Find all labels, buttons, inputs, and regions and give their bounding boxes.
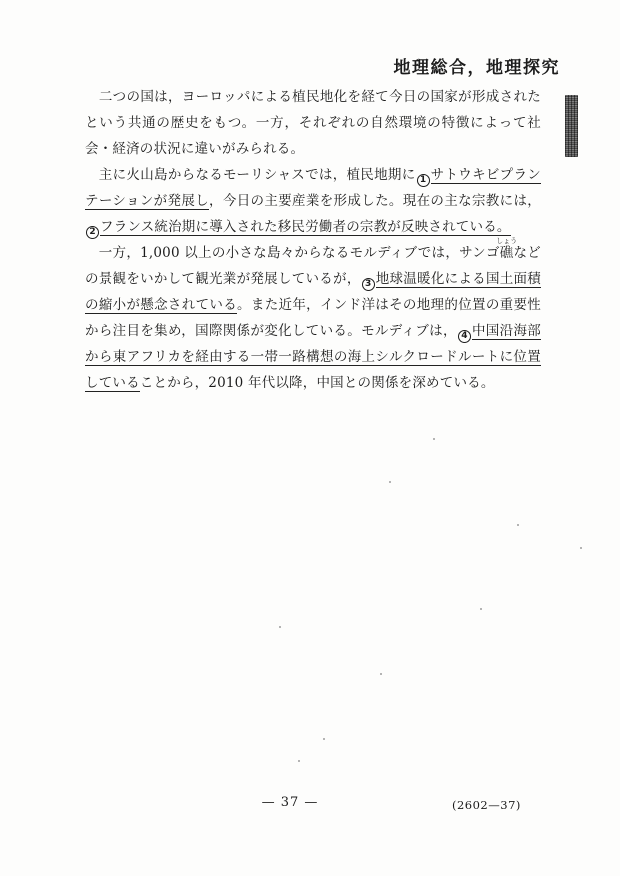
paragraph xyxy=(85,162,541,240)
paragraph xyxy=(85,84,541,162)
underlined-text: 中国沿海部から東アフリカを経由する一帯一路構想の海上シルクロードルートに位置している xyxy=(85,323,542,391)
ruby-annotated-text: 礁 しょう xyxy=(496,237,518,261)
scan-binding-mark xyxy=(565,95,578,157)
text-run: などの景観をいかして観光業が発展しているが， xyxy=(85,245,541,287)
circled-number: 4 xyxy=(458,330,471,343)
scan-speck xyxy=(298,760,300,762)
scan-speck xyxy=(279,626,281,628)
circled-number: 1 xyxy=(417,174,430,187)
text-run: 一方，1,000 以上の小さな島々からなるモルディブでは，サンゴ xyxy=(85,245,500,261)
scan-speck xyxy=(380,673,382,675)
footer-page-number: — 37 — xyxy=(261,795,319,810)
text-run: 。また近年，インド洋はその地理的位置の重要性から注目を集め，国際関係が変化している。モルディブは， xyxy=(85,297,541,339)
underlined-text: サトウキビプランテーションが発展し xyxy=(85,167,541,209)
text-run: 二つの国は，ヨーロッパによる植民地化を経て今日の国家が形成されたという共通の歴史をもつ。一方，それぞれの自然環境の特徴によって社会・経済の状況に違いがみられる。 xyxy=(85,89,541,157)
underlined-text: 地球温暖化による国土面積の縮小が懸念されている xyxy=(85,271,541,313)
circled-number: 2 xyxy=(86,226,99,239)
text-run: 主に火山島からなるモーリシャスでは，植民地期に xyxy=(85,167,416,183)
paragraph xyxy=(85,237,542,396)
underlined-text: フランス統治期に導入された移民労働者の宗教が反映されている。 xyxy=(100,219,511,235)
text-run: ，今日の主要産業を形成した。現在の主な宗教には， xyxy=(209,193,541,209)
page-header-title: 地理総合，地理探究 xyxy=(393,58,560,78)
scan-speck xyxy=(433,438,435,440)
scan-speck xyxy=(323,738,325,740)
scan-speck xyxy=(580,547,582,549)
scan-speck xyxy=(480,608,482,610)
ruby-furigana: しょう xyxy=(496,237,518,245)
scan-speck xyxy=(517,524,519,526)
footer-code: (2602—37) xyxy=(452,798,521,812)
text-run: ことから，2010 年代以降，中国との関係を深めている。 xyxy=(139,375,495,391)
scan-speck xyxy=(389,481,391,483)
body-text xyxy=(85,84,541,396)
circled-number: 3 xyxy=(362,278,375,291)
